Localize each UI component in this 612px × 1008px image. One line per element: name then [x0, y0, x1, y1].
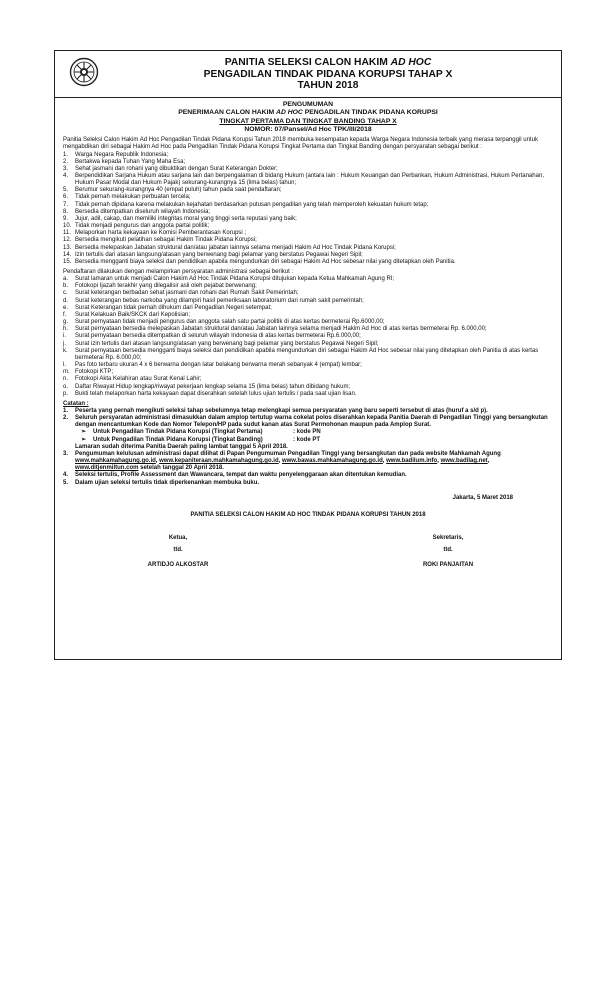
requirement-item-text: Tidak pernah dipidana karena melakukan kejahatan berdasarkan putusan pengadilan yang telah memperoleh kekuatan hukum tetap;	[75, 201, 429, 208]
signature-block	[63, 525, 553, 595]
requirement-item	[63, 173, 553, 187]
admin-item-marker: i.	[63, 333, 66, 340]
requirement-item-marker: 10.	[63, 223, 72, 230]
requirement-item	[63, 252, 553, 259]
admin-item-marker: k.	[63, 347, 68, 354]
note-item-text: Seluruh persyaratan administrasi dimasukkan dalam amplop tertutup warna cokelat polos diserahkan kepada Panitia Daerah di Pengadilan Tinggi yang bersangkutan dengan mencantumkan Kode dan Nomor Telepon/HP pada sudut kanan atas Surat Permohonan maupun pada Amplop Surat.	[75, 415, 548, 429]
court-code-item	[81, 437, 553, 444]
admin-item	[63, 376, 553, 383]
requirement-item-text: Sehat jasmani dan rohani yang dibuktikan dengan Surat Keterangan Dokter;	[75, 165, 278, 172]
website-link[interactable]: www.bawas.mahkamahagung.go.id	[281, 458, 383, 465]
requirement-item	[63, 223, 553, 230]
requirement-item	[63, 194, 553, 201]
court-code-value: : kode PT	[293, 436, 321, 443]
admin-item	[63, 326, 553, 333]
court-code-label: Untuk Pengadilan Tindak Pidana Korupsi (Tingkat Banding)	[93, 436, 263, 443]
requirement-item	[63, 216, 553, 223]
website-link[interactable]: www.kepaniteraan.mahkamahagung.go.id	[159, 458, 279, 465]
requirement-item	[63, 245, 553, 252]
requirement-item-marker: 7.	[63, 201, 69, 208]
admin-item	[63, 319, 553, 326]
court-code-item	[81, 429, 553, 436]
letter-date: Jakarta, 5 Maret 2018	[452, 494, 513, 501]
requirement-item-text: Bersedia melepaskan Jabatan struktural dan/atau jabatan lainnya selama menjadi Hakim Ad Hoc Tindak Pidana Korupsi;	[75, 244, 396, 251]
admin-item	[63, 348, 553, 362]
admin-item	[63, 305, 553, 312]
requirement-item	[63, 187, 553, 194]
requirement-item-marker: 8.	[63, 208, 69, 215]
admin-item-text: Surat pernyataan bersedia ditempatkan di seluruh wilayah Indonesia di atas kertas bermeterai Rp.6.000,00;	[75, 333, 361, 340]
requirement-item-marker: 13.	[63, 244, 72, 251]
note-item	[63, 415, 553, 429]
requirement-item-marker: 14.	[63, 251, 72, 258]
requirement-item	[63, 166, 553, 173]
admin-item	[63, 362, 553, 369]
requirement-item-marker: 11.	[63, 230, 71, 237]
website-link[interactable]: www.mahkamahagung.go.id	[75, 458, 156, 465]
requirement-item-text: Bersedia mengganti biaya seleksi dan pendidikan apabila mengundurkan diri sebagai Hakim Ad Hoc sebesar nilai yang ditetapkan oleh Panitia.	[75, 258, 456, 265]
requirement-item-text: Jujur, adil, cakap, dan memiliki integritas moral yang tinggi serta reputasi yang baik;	[75, 215, 297, 222]
admin-item-marker: l.	[63, 362, 66, 369]
website-link[interactable]: www.ditjenmiltun.com	[75, 465, 139, 472]
admin-item-marker: o.	[63, 383, 69, 390]
admin-item-marker: m.	[63, 369, 70, 376]
admin-item-marker: c.	[63, 290, 68, 297]
note-4: 4. Seleksi tertulis, Profile Assessment dan Wawancara, tempat dan waktu penyelenggaraan akan ditentukan kemudian.	[63, 472, 407, 479]
note-item-marker: 1.	[63, 407, 69, 414]
deadline-text: Lamaran sudah diterima Panitia Daerah paling lambat tanggal 5 April 2018.	[75, 443, 288, 450]
admin-item	[63, 283, 553, 290]
admin-item-marker: p.	[63, 390, 69, 397]
requirement-item-text: Warga Negara Republik Indonesia;	[75, 151, 169, 158]
requirement-item-text: Tidak pernah melakukan perbuatan tercela;	[75, 194, 191, 201]
requirement-item-marker: 6.	[63, 194, 69, 201]
admin-item-marker: a.	[63, 276, 69, 283]
requirement-item-marker: 12.	[63, 237, 72, 244]
admin-item-marker: g.	[63, 319, 69, 326]
note-item	[63, 408, 553, 415]
requirement-item-text: Tidak menjadi pengurus dan anggota partai politik;	[75, 223, 210, 230]
requirement-item	[63, 202, 553, 209]
admin-item-text: Surat izin tertulis dari atasan langsung/atasan yang berwenang bagi pelamar yang berstatus Pegawai Negeri Sipil;	[75, 340, 379, 347]
arrow-bullet-icon: ➢	[81, 429, 87, 436]
requirement-item-marker: 15.	[63, 258, 72, 265]
announcement-label: PENGUMUMAN	[282, 101, 334, 108]
announcement-body	[63, 101, 553, 595]
website-link[interactable]: www.badilum.info	[386, 458, 438, 465]
announcement-title: PENERIMAAN CALON HAKIM AD HOC PENGADILAN TINDAK PIDANA KORUPSI	[178, 109, 438, 117]
requirement-item-marker: 1.	[63, 151, 69, 158]
requirement-item-text: Melaporkan harta kekayaan ke Komisi Pemberantasan Korupsi ;	[75, 230, 247, 237]
committee-name: PANITIA SELEKSI CALON HAKIM AD HOC TINDAK PIDANA KORUPSI TAHUN 2018	[190, 511, 426, 518]
admin-item-marker: h.	[63, 326, 69, 333]
requirements-list	[63, 152, 553, 267]
arrow-bullet-icon: ➢	[81, 436, 87, 443]
admin-item	[63, 369, 553, 376]
court-code-label: Untuk Pengadilan Tindak Pidana Korupsi (Tingkat Pertama)	[93, 429, 263, 436]
admin-item	[63, 290, 553, 297]
admin-item-text: Fotokopi KTP;	[75, 369, 114, 376]
admin-item-text: Surat pernyataan bersedia melepaskan Jabatan struktural dan/atau Jabatan lainnya selama menjadi Hakim Ad Hoc di atas kertas bermeterai Rp. 6.000,00;	[75, 326, 487, 333]
announcement-page	[54, 50, 562, 660]
requirement-item-text: Bersedia mengikuti pelatihan sebagai Hakim Tindak Pidana Korupsi;	[75, 237, 257, 244]
requirement-item-text: Izin tertulis dari atasan langsung/atasan yang berwenang bagi pelamar yang berstatus Pegawai Negeri Sipil;	[75, 251, 363, 258]
requirement-item-marker: 4.	[63, 172, 69, 179]
requirement-item	[63, 159, 553, 166]
admin-item	[63, 384, 553, 391]
announcement-subtitle: TINGKAT PERTAMA DAN TINGKAT BANDING TAHAP X	[219, 117, 397, 125]
letterhead	[55, 51, 561, 98]
intro-paragraph: Panitia Seleksi Calon Hakim Ad Hoc Pengadilan Tindak Pidana Korupsi Tahun 2018 membuka kesempatan kepada Warga Negara Indonesia terbaik yang merasa terpanggil untuk mengabdikan diri sebagai Hakim Ad Hoc pada Pengadilan Tindak Pidana Korupsi Tingkat Pertama dan Tingkat Banding dengan persyaratan sebagai berikut :	[63, 137, 538, 151]
admin-requirements-list	[63, 276, 553, 398]
admin-item-marker: b.	[63, 283, 69, 290]
requirement-item-marker: 2.	[63, 158, 69, 165]
admin-item-marker: d.	[63, 297, 69, 304]
admin-item	[63, 333, 553, 340]
admin-item-text: Fotokopi Ijazah terakhir yang dilegalisir asli oleh pejabat berwenang;	[75, 283, 257, 290]
requirement-item	[63, 152, 553, 159]
admin-item-text: Surat Kelakuan Baik/SKCK dari Kepolisian;	[75, 311, 191, 318]
signature-left: Ketua, ttd. ARTIDJO ALKOSTAR	[147, 535, 209, 569]
admin-item-text: Surat pernyataan bersedia mengganti biaya seleksi dan pendidikan apabila mengundurkan diri sebagai Hakim Ad Hoc sebesar nilai yang ditetapkan oleh Panitia di atas kertas bermeterai Rp. 6.000,00;	[75, 347, 539, 361]
admin-item	[63, 276, 553, 283]
codes-list	[63, 429, 553, 443]
court-code-value: : kode PN	[293, 429, 321, 436]
admin-item-marker: e.	[63, 304, 69, 311]
note-item-text: Peserta yang pernah mengikuti seleksi tahap sebelumnya tetap melengkapi semua persyaratan yang baru seperti tersebut di atas (huruf a s/d p).	[75, 407, 488, 414]
requirement-item-marker: 3.	[63, 165, 69, 172]
requirement-item	[63, 230, 553, 237]
admin-item	[63, 341, 553, 348]
requirement-item	[63, 237, 553, 244]
signature-right: Sekretaris, ttd. ROKI PANJAITAN	[422, 535, 474, 569]
admin-item-marker: n.	[63, 376, 69, 383]
requirement-item-marker: 9.	[63, 215, 69, 222]
requirement-item-text: Bersedia ditempatkan diseluruh wilayah Indonesia;	[75, 208, 211, 215]
website-link[interactable]: www.badilag.net	[440, 458, 488, 465]
requirement-item-text: Berumur sekurang-kurangnya 40 (empat puluh) tahun pada saat pendaftaran;	[75, 187, 282, 194]
admin-item-text: Surat keterangan bebas narkoba yang dilampiri hasil pemeriksaan laboratorium dari rumah sakit pemerintah;	[75, 297, 364, 304]
admin-intro: Pendaftaran dilakukan dengan melampirkan persyaratan administrasi sebagai berikut :	[63, 269, 294, 275]
note-3: 3. Pengumuman kelulusan administrasi dapat dilihat di Papan Pengumuman Pengadilan Tinggi yang bersangkutan dan pada website Mahkamah Agung www.mahkamahagung.go.id, www.kepaniteraan.mahkamahagung.go.id, www.bawas.mahkamahagung.go.id, www.badilum.info, www.badilag.net, www.ditjenmiltun.com setelah tanggal 20 April 2018.	[63, 450, 501, 472]
announcement-number: NOMOR: 07/Pansel/Ad Hoc TPK/III/2018	[244, 125, 372, 133]
requirement-item	[63, 259, 553, 266]
admin-item-marker: f.	[63, 311, 67, 318]
letterhead-title: PANITIA SELEKSI CALON HAKIM AD HOC PENGADILAN TINDAK PIDANA KORUPSI TAHAP X TAHUN 2018	[203, 57, 453, 91]
admin-item-text: Surat lamaran untuk menjadi Calon Hakim Ad Hoc Tindak Pidana Korupsi ditujukan kepada Ketua Mahkamah Agung RI;	[75, 276, 395, 283]
admin-item	[63, 312, 553, 319]
admin-item	[63, 298, 553, 305]
requirement-item-text: Berpendidikan Sarjana Hukum atau sarjana lain dan berpengalaman di bidang Hukum (antara lain : Hukum Keuangan dan Perbankan, Hukum Administrasi, Hukum Pertanahan, Hukum Pasar Modal dan Hukum Pajak) sekurang-kurangnya 15 (lima belas) tahun;	[75, 172, 544, 187]
notes-list	[63, 408, 553, 429]
admin-item-text: Surat pernyataan tidak menjadi pengurus dan anggota salah satu partai politik di atas kertas bermeterai Rp.6000,00;	[75, 319, 385, 326]
admin-item-text: Daftar Riwayat Hidup lengkap/riwayat pekerjaan lengkap selama 15 (lima belas) tahun dibidang hukum;	[75, 383, 351, 390]
requirement-item	[63, 209, 553, 216]
admin-item	[63, 391, 553, 398]
note-item-marker: 2.	[63, 415, 69, 422]
requirement-item-marker: 5.	[63, 187, 69, 194]
admin-item-text: Bukti telah melaporkan harta kekayaan dapat diserahkan setelah lulus ujian tertulis / pada saat ujian lisan.	[75, 390, 357, 397]
admin-item-marker: j.	[63, 340, 66, 347]
admin-item-text: Surat Keterangan tidak pernah dihukum dari Pengadilan Negeri setempat;	[75, 304, 272, 311]
admin-item-text: Fotokopi Akta Kelahiran atau Surat Kenal Lahir;	[75, 376, 202, 383]
note-5: 5. Dalam ujian seleksi tertulis tidak diperkenankan membuka buku.	[63, 479, 260, 486]
admin-item-text: Surat keterangan berbadan sehat jasmani dan rohani dari Rumah Sakit Pemerintah;	[75, 290, 299, 297]
requirement-item-text: Bertakwa kepada Tuhan Yang Maha Esa;	[75, 158, 186, 165]
notes-label: Catatan :	[63, 400, 89, 407]
admin-item-text: Pas foto terbaru ukuran 4 x 6 berwarna dengan latar belakang berwarna merah sebanyak 4 (empat) lembar;	[75, 362, 362, 369]
